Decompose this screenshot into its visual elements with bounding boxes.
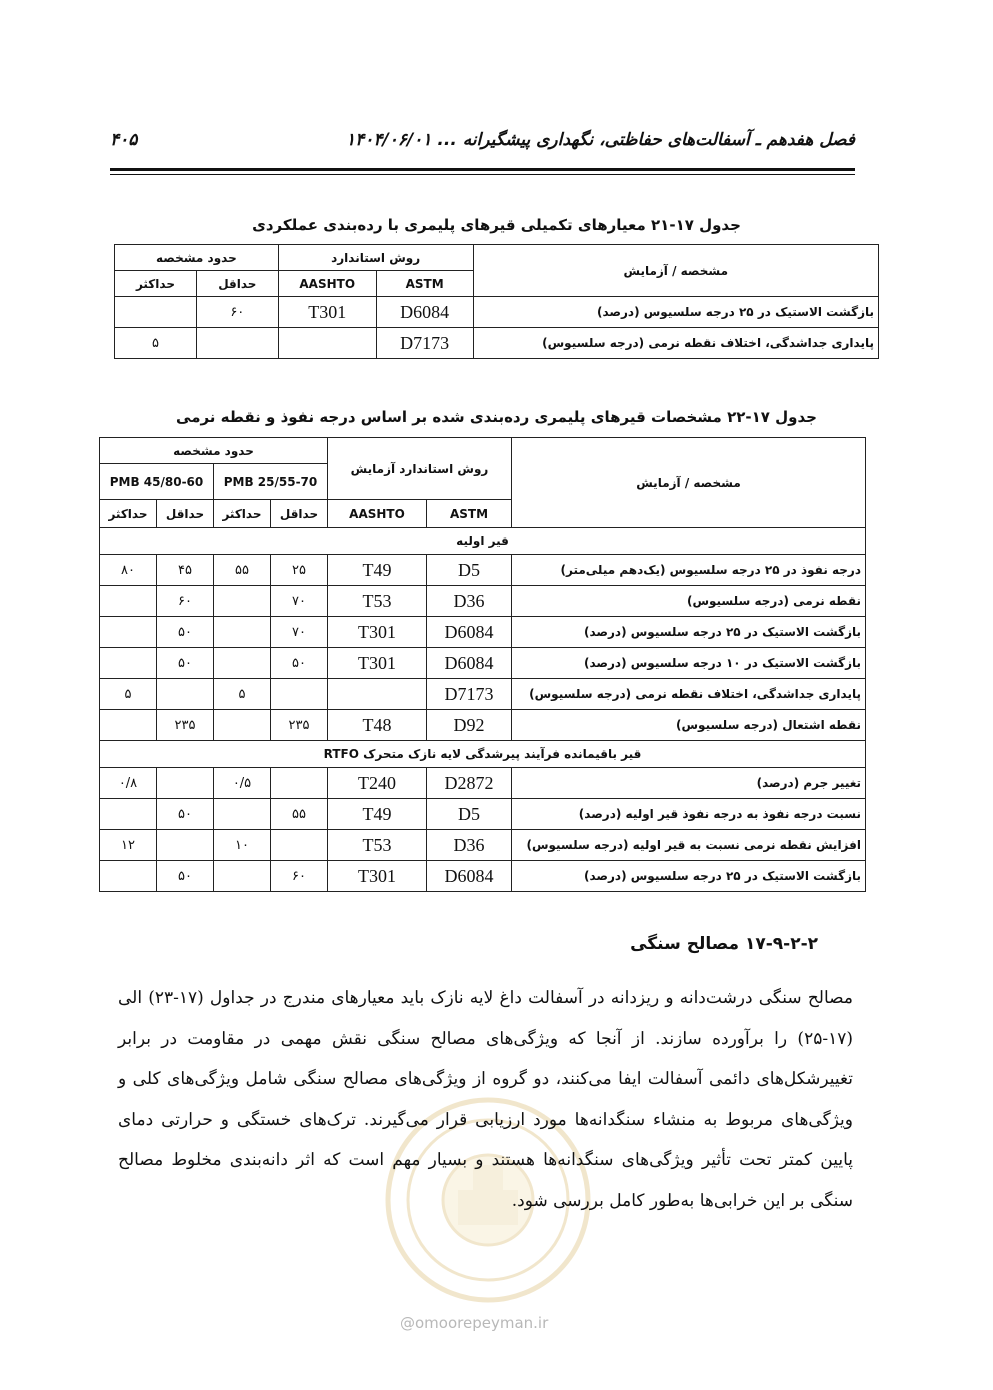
table2-col-limits: حدود مشخصه xyxy=(100,438,328,464)
g2-min-cell xyxy=(157,830,214,861)
g1-max-cell xyxy=(214,648,271,679)
table1-col-limits: حدود مشخصه xyxy=(115,245,279,271)
grade2-header: PMB 45/80-60 xyxy=(100,464,214,500)
section-row: قیر باقیمانده فرآیند پیرشدگی لایه نازک متحرک RTFO xyxy=(100,741,866,768)
table2 xyxy=(99,437,866,892)
table1-col-property: مشخصه / آزمایش xyxy=(473,245,878,297)
aashto-cell: T49 xyxy=(328,799,427,830)
g2-max-cell: ۰/۸ xyxy=(100,768,157,799)
aashto-cell xyxy=(328,679,427,710)
property-cell: نسبت درجه نفوذ به درجه نفوذ قیر اولیه (درصد) xyxy=(512,799,866,830)
body-paragraph: مصالح سنگی درشت‌دانه و ریزدانه در آسفالت داغ لایه نازک باید معیارهای مندرج در جداول (۱۷-۲۳) الی (۱۷-۲۵) را برآورده سازند. از آنجا که ویژگی‌های مصالح سنگی نقش مهمی در مقاومت در برابر تغییرشکل‌های دائمی آسفالت ایفا می‌کنند، دو گروه از ویژگی‌های مصالح سنگی شامل ویژگی‌های کلی و ویژگی‌های مربوط به منشاء سنگدانه‌ها مورد ارزیابی قرار می‌گیرند. ترک‌های خستگی و حرارتی دمای پایین کمتر تحت تأثیر ویژگی‌های سنگدانه‌ها هستند و بسیار مهم است که اثر دانه‌بندی مخلوط مصالح سنگی بر این خرابی‌ها به‌طور کامل بررسی شود. xyxy=(118,988,853,1211)
g1-max-cell: ۱۰ xyxy=(214,830,271,861)
property-cell: نقطه اشتعال (درجه سلسیوس) xyxy=(512,710,866,741)
table-row xyxy=(100,679,866,710)
header-rule-thin xyxy=(110,174,855,175)
table1-col-aashto: AASHTO xyxy=(278,271,376,297)
astm-cell: D7173 xyxy=(427,679,512,710)
g1-max-cell: ۵ xyxy=(214,679,271,710)
g1-min-cell: ۷۰ xyxy=(271,617,328,648)
section-heading: ۱۷-۹-۲-۲ مصالح سنگی xyxy=(630,934,818,954)
table1-caption: جدول ۱۷-۲۱ معیارهای تکمیلی قیرهای پلیمری با رده‌بندی عملکردی xyxy=(252,216,741,234)
aashto-cell: T301 xyxy=(278,297,376,328)
g1-min-cell: ۲۳۵ xyxy=(271,710,328,741)
g2-min-cell xyxy=(157,679,214,710)
g2-max-cell: ۱۲ xyxy=(100,830,157,861)
table-row xyxy=(100,861,866,892)
table1-col-max: حداکثر xyxy=(115,271,197,297)
g1-max-cell xyxy=(214,617,271,648)
g1-min-cell: ۶۰ xyxy=(271,861,328,892)
table-row xyxy=(100,555,866,586)
grade1-min-header: حداقل xyxy=(271,500,328,528)
header-rule-thick xyxy=(110,168,855,171)
aashto-cell xyxy=(278,328,376,359)
table1-col-min: حداقل xyxy=(196,271,278,297)
aashto-cell: T301 xyxy=(328,617,427,648)
aashto-cell: T48 xyxy=(328,710,427,741)
page-header xyxy=(110,128,855,160)
table1 xyxy=(114,244,879,359)
table2-caption: جدول ۱۷-۲۲ مشخصات قیرهای پلیمری رده‌بندی شده بر اساس درجه نفوذ و نقطه نرمی xyxy=(176,408,817,426)
astm-cell: D6084 xyxy=(427,617,512,648)
table1-col-method: روش استاندارد xyxy=(278,245,473,271)
table-row xyxy=(100,648,866,679)
g2-min-cell: ۵۰ xyxy=(157,861,214,892)
g2-min-cell: ۲۳۵ xyxy=(157,710,214,741)
table-row xyxy=(100,710,866,741)
g1-min-cell: ۵۵ xyxy=(271,799,328,830)
grade1-max-header: حداکثر xyxy=(214,500,271,528)
g1-min-cell xyxy=(271,679,328,710)
chapter-title: فصل هفدهم ـ آسفالت‌های حفاظتی، نگهداری پیشگیرانه ... ۱۴۰۴/۰۶/۰۱ xyxy=(346,130,855,150)
grade2-min-header: حداقل xyxy=(157,500,214,528)
g2-min-cell: ۴۵ xyxy=(157,555,214,586)
g1-max-cell: ۰/۵ xyxy=(214,768,271,799)
g2-max-cell: ۵ xyxy=(100,679,157,710)
aashto-cell: T301 xyxy=(328,648,427,679)
astm-cell: D6084 xyxy=(427,648,512,679)
g2-min-cell xyxy=(157,768,214,799)
table-row xyxy=(100,799,866,830)
astm-cell: D92 xyxy=(427,710,512,741)
property-cell: بازگشت الاستیک در ۲۵ درجه سلسیوس (درصد) xyxy=(512,861,866,892)
g2-max-cell xyxy=(100,799,157,830)
g1-max-cell xyxy=(214,586,271,617)
g2-max-cell xyxy=(100,617,157,648)
g1-min-cell: ۲۵ xyxy=(271,555,328,586)
g1-min-cell xyxy=(271,830,328,861)
g2-min-cell: ۵۰ xyxy=(157,648,214,679)
astm-cell: D6084 xyxy=(376,297,473,328)
table-row xyxy=(100,586,866,617)
g2-max-cell xyxy=(100,648,157,679)
table-row xyxy=(100,768,866,799)
grade2-max-header: حداکثر xyxy=(100,500,157,528)
table2-col-method: روش استاندارد آزمایش xyxy=(328,438,512,500)
property-cell: نقطه نرمی (درجه سلسیوس) xyxy=(512,586,866,617)
section-row: قیر اولیه xyxy=(100,528,866,555)
property-cell: پایداری جداشدگی، اختلاف نقطه نرمی (درجه سلسیوس) xyxy=(512,679,866,710)
property-cell: افزایش نقطه نرمی نسبت به قیر اولیه (درجه سلسیوس) xyxy=(512,830,866,861)
g1-min-cell xyxy=(271,768,328,799)
table2-col-aashto: AASHTO xyxy=(328,500,427,528)
g1-max-cell xyxy=(214,861,271,892)
watermark-url: @omoorepeyman.ir xyxy=(400,1314,549,1332)
grade1-header: PMB 25/55-70 xyxy=(214,464,328,500)
astm-cell: D36 xyxy=(427,830,512,861)
g2-max-cell xyxy=(100,861,157,892)
property-cell: تغییر جرم (درصد) xyxy=(512,768,866,799)
min-cell xyxy=(196,328,278,359)
g1-min-cell: ۷۰ xyxy=(271,586,328,617)
table1-col-astm: ASTM xyxy=(376,271,473,297)
g2-min-cell: ۶۰ xyxy=(157,586,214,617)
max-cell xyxy=(115,297,197,328)
aashto-cell: T53 xyxy=(328,586,427,617)
g2-min-cell: ۵۰ xyxy=(157,617,214,648)
min-cell: ۶۰ xyxy=(196,297,278,328)
astm-cell: D36 xyxy=(427,586,512,617)
aashto-cell: T49 xyxy=(328,555,427,586)
property-cell: بازگشت الاستیک در ۲۵ درجه سلسیوس (درصد) xyxy=(473,297,878,328)
g2-max-cell xyxy=(100,710,157,741)
table2-col-astm: ASTM xyxy=(427,500,512,528)
table-row xyxy=(115,328,879,359)
g1-max-cell xyxy=(214,799,271,830)
astm-cell: D5 xyxy=(427,799,512,830)
astm-cell: D2872 xyxy=(427,768,512,799)
page-number: ۴۰۵ xyxy=(110,130,138,150)
property-cell: بازگشت الاستیک در ۲۵ درجه سلسیوس (درصد) xyxy=(512,617,866,648)
property-cell: پایداری جداشدگی، اختلاف نقطه نرمی (درجه سلسیوس) xyxy=(473,328,878,359)
aashto-cell: T301 xyxy=(328,861,427,892)
g2-max-cell: ۸۰ xyxy=(100,555,157,586)
property-cell: بازگشت الاستیک در ۱۰ درجه سلسیوس (درصد) xyxy=(512,648,866,679)
property-cell: درجه نفوذ در ۲۵ درجه سلسیوس (یک‌دهم میلی‌متر) xyxy=(512,555,866,586)
g1-max-cell: ۵۵ xyxy=(214,555,271,586)
g2-max-cell xyxy=(100,586,157,617)
g1-max-cell xyxy=(214,710,271,741)
table-row xyxy=(100,617,866,648)
aashto-cell: T53 xyxy=(328,830,427,861)
table2-col-property: مشخصه / آزمایش xyxy=(512,438,866,528)
astm-cell: D6084 xyxy=(427,861,512,892)
table-row xyxy=(100,830,866,861)
g1-min-cell: ۵۰ xyxy=(271,648,328,679)
table-row xyxy=(115,297,879,328)
aashto-cell: T240 xyxy=(328,768,427,799)
astm-cell: D7173 xyxy=(376,328,473,359)
g2-min-cell: ۵۰ xyxy=(157,799,214,830)
astm-cell: D5 xyxy=(427,555,512,586)
max-cell: ۵ xyxy=(115,328,197,359)
